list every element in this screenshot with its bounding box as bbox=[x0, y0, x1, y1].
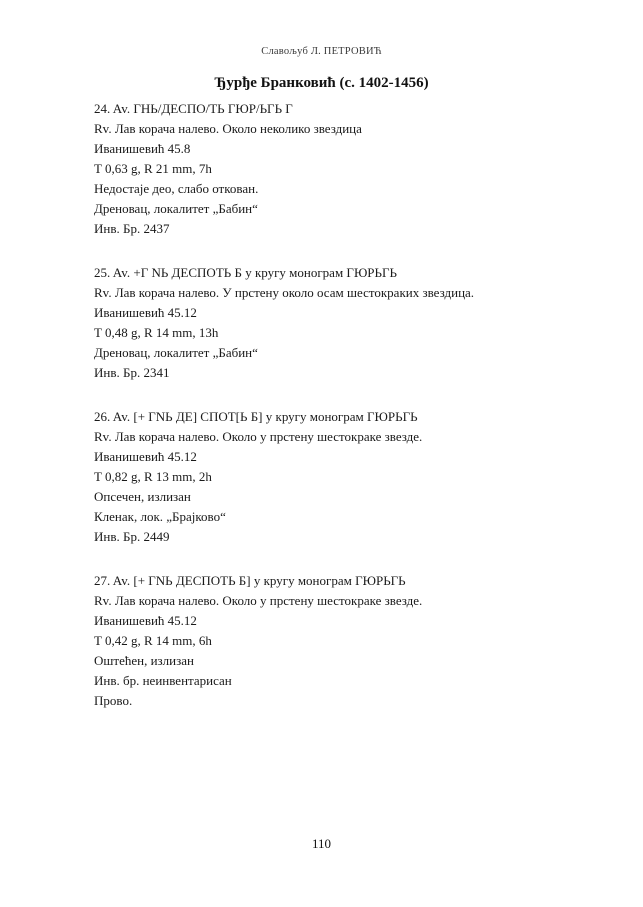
page-number: 110 bbox=[311, 836, 332, 851]
catalog-entry-25 bbox=[94, 263, 564, 383]
entry-26-reference: Иванишевић 45.12 bbox=[94, 449, 197, 464]
entry-27-findspot: Прово. bbox=[94, 693, 133, 708]
entry-24-obverse: 24. Av. ГНЬ/ДЕСПО/ТЬ ГЮР/ЬГЬ Г bbox=[94, 101, 293, 116]
entry-27-condition: Оштећен, излизан bbox=[94, 653, 194, 668]
running-head-author: Славољуб Л. ПЕТРОВИЋ bbox=[261, 46, 382, 57]
entry-25-findspot: Дреновац, локалитет „Бабин“ bbox=[94, 345, 258, 360]
entry-26-findspot: Кленак, лок. „Брајково“ bbox=[94, 509, 226, 524]
entry-24-inventory: Инв. Бр. 2437 bbox=[94, 221, 170, 236]
entry-24-reference: Иванишевић 45.8 bbox=[94, 141, 191, 156]
entry-24-reverse: Rv. Лав корача налево. Около неколико звездица bbox=[94, 121, 362, 136]
catalog-entry-26 bbox=[94, 407, 564, 547]
entry-26-condition: Опсечен, излизан bbox=[94, 489, 191, 504]
catalog-entry-27 bbox=[94, 571, 564, 711]
entry-26-reverse: Rv. Лав корача налево. Около у прстену шестокраке звезде. bbox=[94, 429, 423, 444]
entry-27-inventory: Инв. бр. неинвентарисан bbox=[94, 673, 232, 688]
entry-27-measurements: T 0,42 g, R 14 mm, 6h bbox=[94, 633, 212, 648]
entry-25-reference: Иванишевић 45.12 bbox=[94, 305, 197, 320]
entry-26-obverse: 26. Av. [+ ГNЬ ДЕ] СПОТ[Ь Б] у кругу монограм ГЮРЬГЬ bbox=[94, 409, 418, 424]
chapter-title: Ђурђе Бранковић (с. 1402-1456) bbox=[214, 75, 429, 91]
entry-25-inventory: Инв. Бр. 2341 bbox=[94, 365, 170, 380]
entry-26-inventory: Инв. Бр. 2449 bbox=[94, 529, 170, 544]
entry-27-obverse: 27. Av. [+ ГNЬ ДЕСПОТЬ Б] у кругу монограм ГЮРЬГЬ bbox=[94, 573, 406, 588]
entry-27-reference: Иванишевић 45.12 bbox=[94, 613, 197, 628]
entry-25-reverse: Rv. Лав корача налево. У прстену около осам шестокраких звездица. bbox=[94, 285, 475, 300]
entry-25-obverse: 25. Av. +Г NЬ ДЕСПОТЬ Б у кругу монограм ГЮРЬГЬ bbox=[94, 265, 397, 280]
entry-26-measurements: T 0,82 g, R 13 mm, 2h bbox=[94, 469, 212, 484]
entry-27-reverse: Rv. Лав корача налево. Около у прстену шестокраке звезде. bbox=[94, 593, 423, 608]
entry-24-condition: Недостаје део, слабо откован. bbox=[94, 181, 259, 196]
entry-25-measurements: T 0,48 g, R 14 mm, 13h bbox=[94, 325, 219, 340]
entry-24-measurements: T 0,63 g, R 21 mm, 7h bbox=[94, 161, 212, 176]
entry-24-findspot: Дреновац, локалитет „Бабин“ bbox=[94, 201, 258, 216]
catalog-entry-24 bbox=[94, 99, 564, 239]
catalog-entries bbox=[94, 99, 564, 735]
